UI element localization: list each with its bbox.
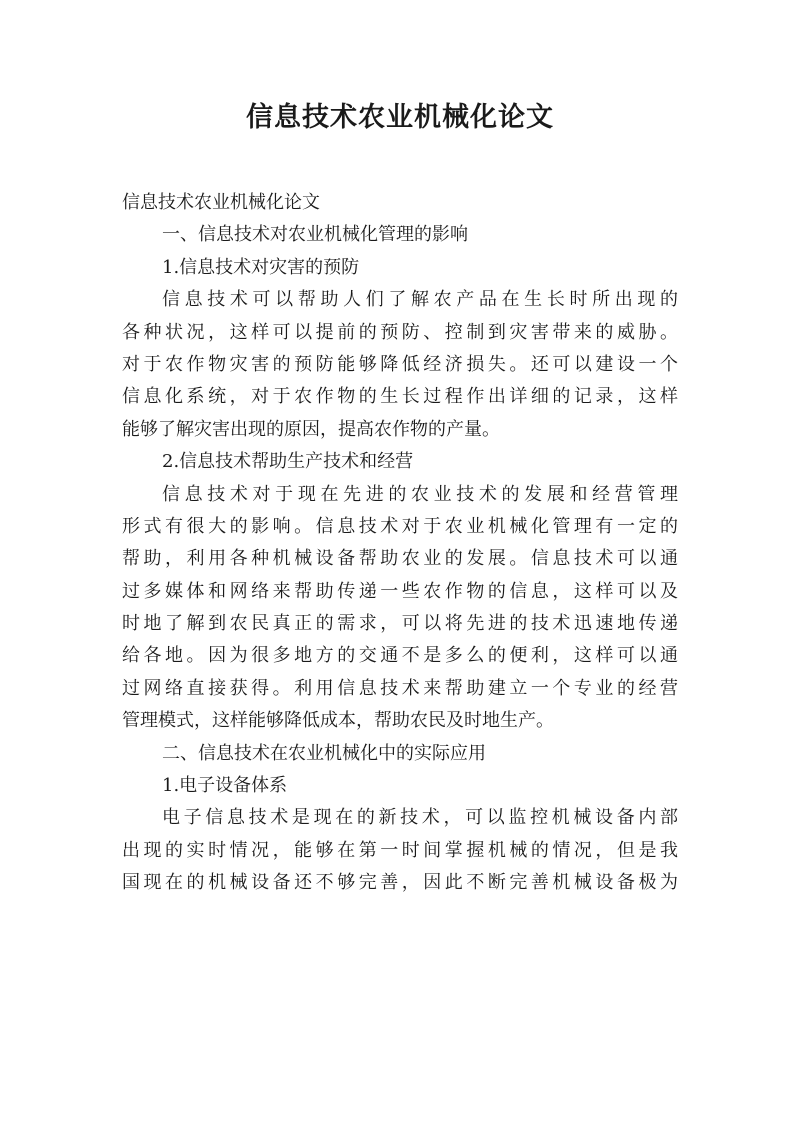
text-line: 二、信息技术在农业机械化中的实际应用	[162, 742, 486, 764]
text-line: 电子信息技术是现在的新技术，可以监控机械设备内部	[162, 807, 678, 829]
text-line: 2.信息技术帮助生产技术和经营	[162, 451, 414, 473]
text-line: 管理模式，这样能够降低成本，帮助农民及时地生产。	[122, 710, 554, 732]
text-line: 能够了解灾害出现的原因，提高农作物的产量。	[122, 418, 500, 440]
text-line: 给各地。因为很多地方的交通不是多么的便利，这样可以通	[122, 645, 678, 667]
text-line: 国现在的机械设备还不够完善，因此不断完善机械设备极为	[122, 872, 678, 894]
text-line: 信息技术农业机械化论文	[122, 192, 320, 213]
document-body	[122, 187, 678, 900]
text-line: 一、信息技术对农业机械化管理的影响	[162, 224, 468, 246]
page-title: 信息技术农业机械化论文	[246, 102, 554, 133]
text-line: 对于农作物灾害的预防能够降低经济损失。还可以建设一个	[122, 353, 678, 375]
text-line: 1.信息技术对灾害的预防	[162, 256, 360, 278]
text-line: 各种状况，这样可以提前的预防、控制到灾害带来的威胁。	[122, 321, 678, 343]
text-line: 时地了解到农民真正的需求，可以将先进的技术迅速地传递	[122, 613, 678, 635]
text-line: 过网络直接获得。利用信息技术来帮助建立一个专业的经营	[122, 677, 678, 699]
text-line: 信息技术可以帮助人们了解农产品在生长时所出现的	[162, 289, 678, 311]
text-line: 信息技术对于现在先进的农业技术的发展和经营管理	[162, 483, 678, 505]
text-line: 信息化系统，对于农作物的生长过程作出详细的记录，这样	[122, 386, 678, 408]
text-line: 帮助，利用各种机械设备帮助农业的发展。信息技术可以通	[122, 548, 678, 570]
text-line: 1.电子设备体系	[162, 775, 288, 797]
text-line: 过多媒体和网络来帮助传递一些农作物的信息，这样可以及	[122, 580, 678, 602]
text-line: 出现的实时情况，能够在第一时间掌握机械的情况，但是我	[122, 839, 678, 861]
text-line: 形式有很大的影响。信息技术对于农业机械化管理有一定的	[122, 515, 678, 537]
